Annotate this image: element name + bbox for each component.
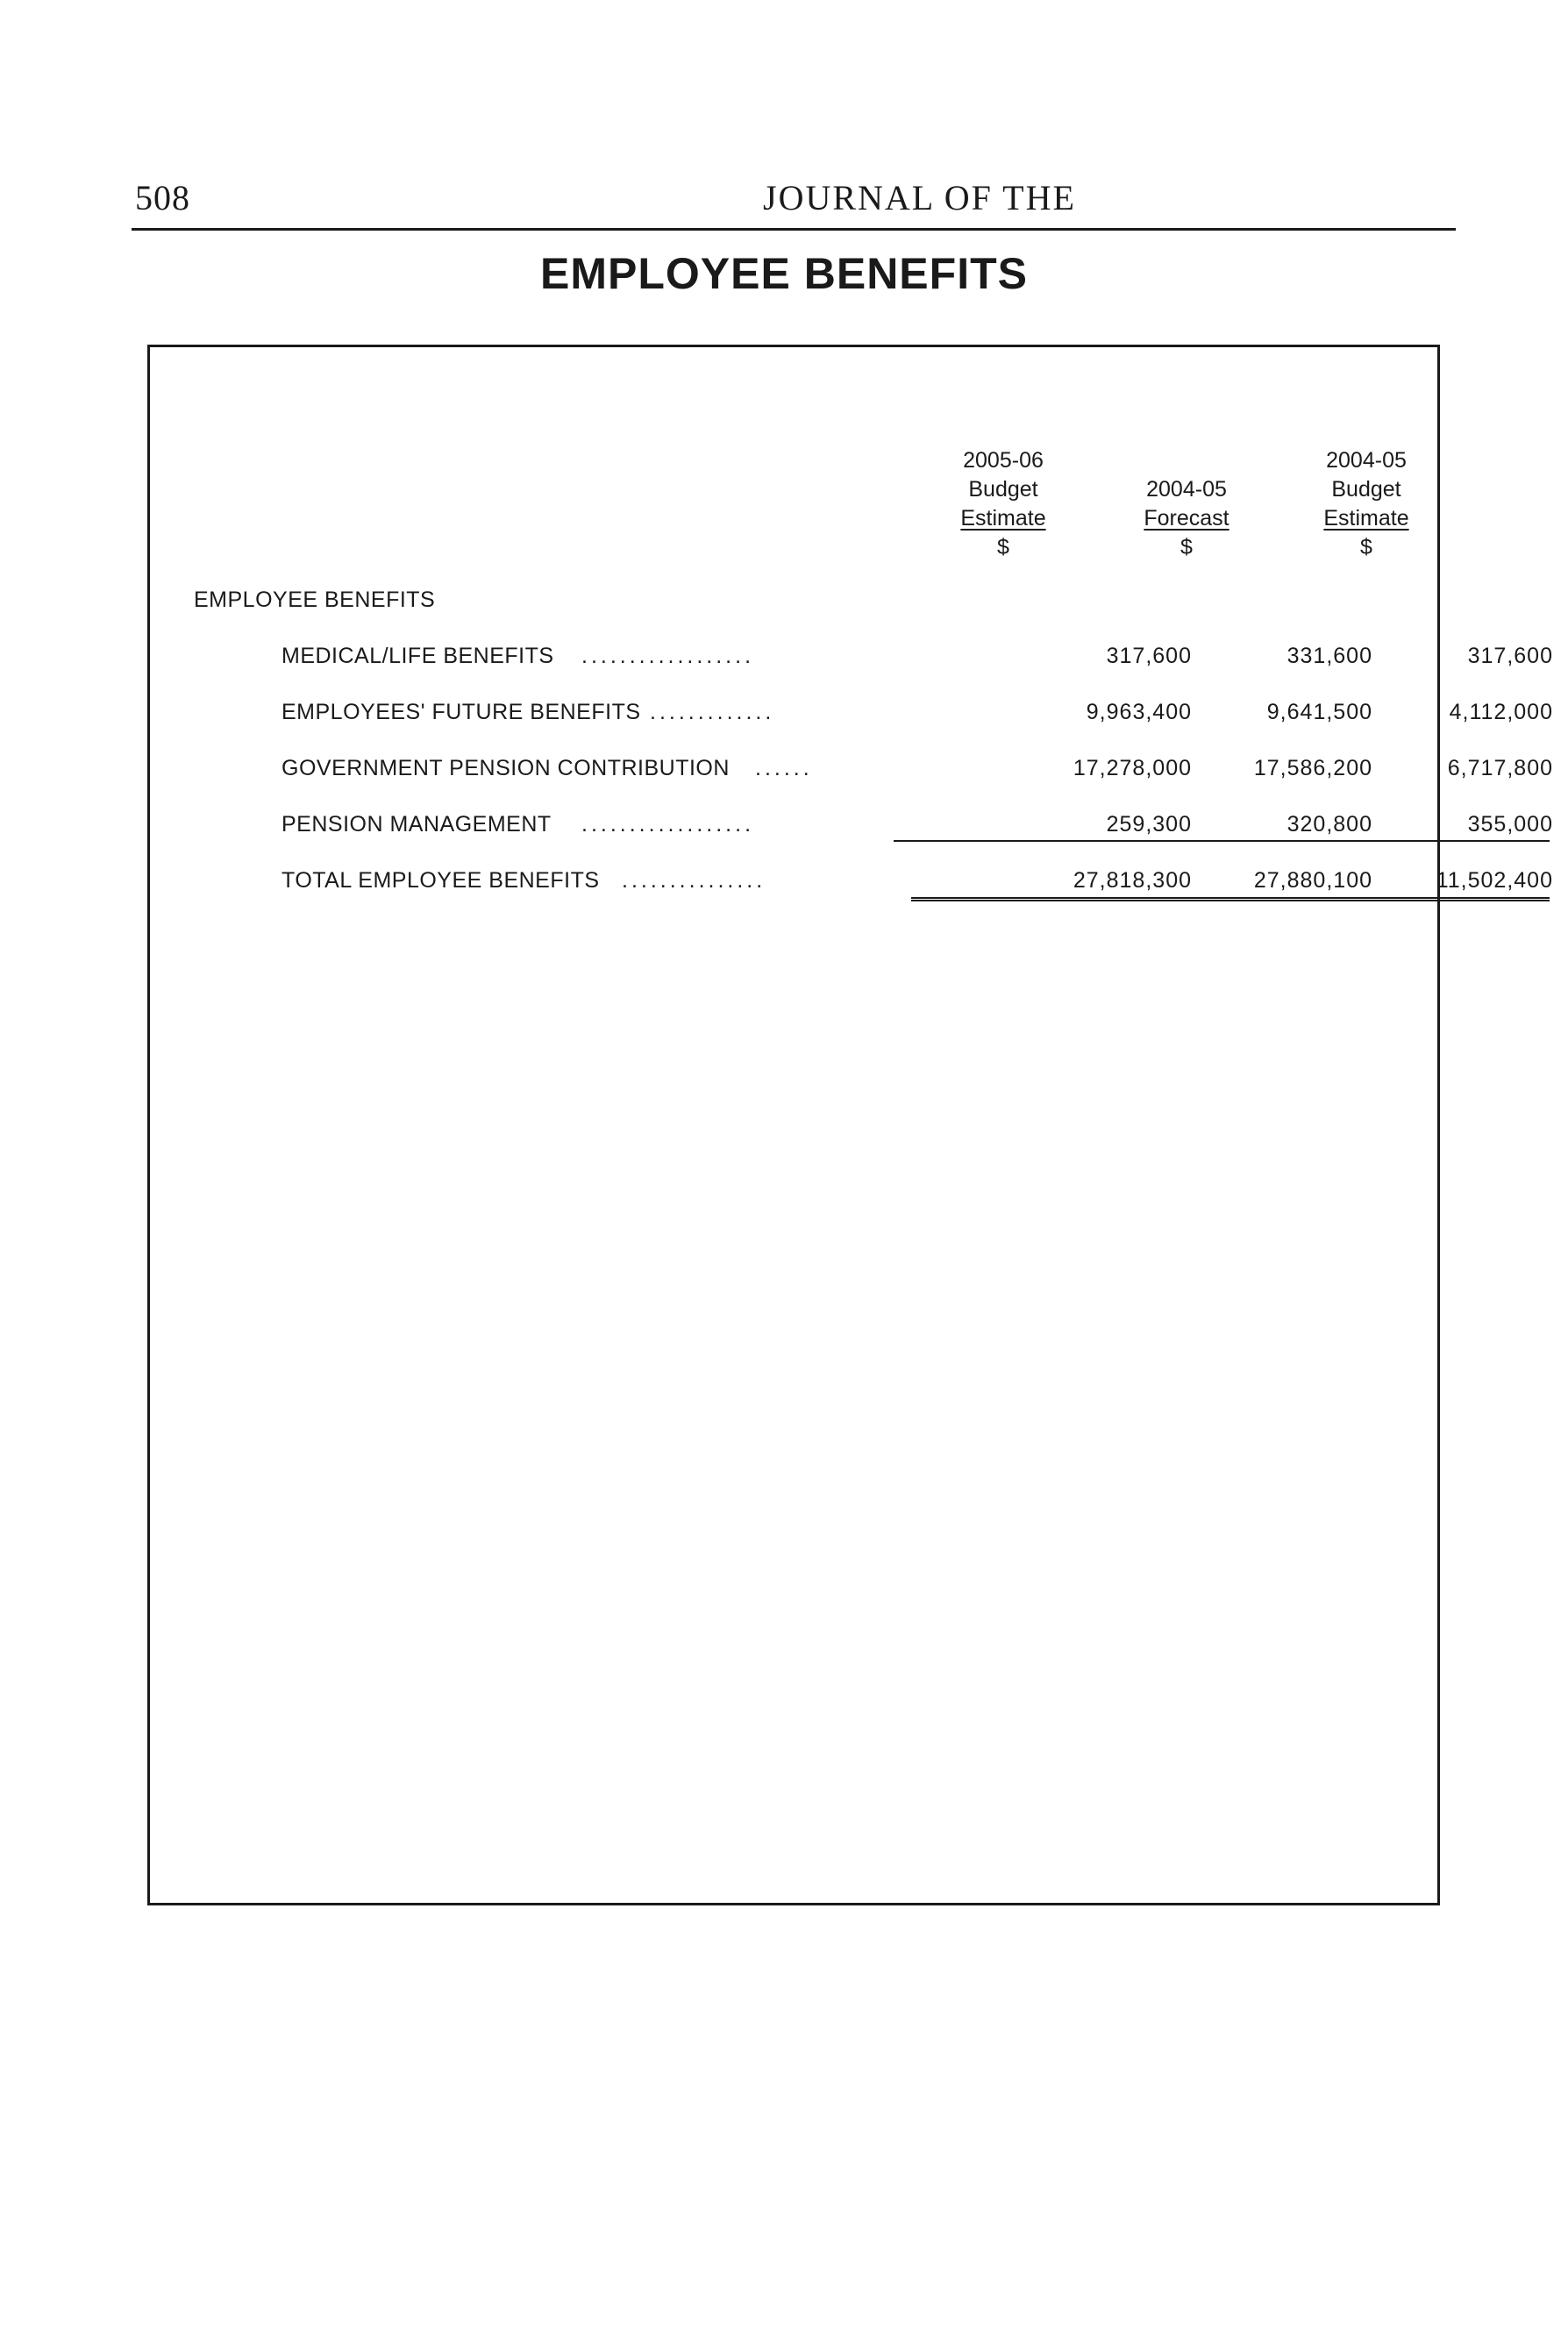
- leader-dots: ......: [755, 756, 813, 780]
- value-budget-2004-05: 6,717,800: [1447, 756, 1553, 780]
- table-row: [282, 756, 1553, 791]
- total-budget-2005-06: 27,818,300: [1073, 868, 1192, 893]
- row-label: MEDICAL/LIFE BENEFITS: [282, 644, 554, 668]
- column-year: 2005-06: [963, 448, 1044, 473]
- column-line2: Budget: [968, 477, 1038, 502]
- value-budget-2005-06: 9,963,400: [1086, 700, 1192, 724]
- row-label: GOVERNMENT PENSION CONTRIBUTION: [282, 756, 730, 780]
- value-forecast-2004-05: 17,586,200: [1253, 756, 1372, 780]
- leader-dots: .............: [650, 700, 775, 724]
- value-budget-2005-06: 317,600: [1106, 644, 1192, 668]
- column-year: 2004-05: [1326, 448, 1407, 473]
- value-forecast-2004-05: 9,641,500: [1266, 700, 1372, 724]
- row-label: EMPLOYEES' FUTURE BENEFITS: [282, 700, 641, 724]
- column-line3: Estimate: [960, 506, 1046, 531]
- column-line3: Estimate: [1323, 506, 1409, 531]
- table-row: [282, 812, 1553, 847]
- leader-dots: ...............: [622, 868, 766, 893]
- benefits-table: [147, 345, 1553, 1905]
- page-title: EMPLOYEE BENEFITS: [540, 249, 1028, 298]
- value-forecast-2004-05: 320,800: [1286, 812, 1372, 837]
- table-row: [282, 700, 1553, 735]
- page-number: 508: [135, 178, 190, 217]
- value-budget-2005-06: 259,300: [1106, 812, 1192, 837]
- leader-dots: ..................: [581, 812, 755, 837]
- column-line2: 2004-05: [1146, 477, 1227, 502]
- total-budget-2004-05: 11,502,400: [1436, 868, 1553, 893]
- table-row: [282, 644, 1553, 679]
- row-label: PENSION MANAGEMENT: [282, 812, 552, 837]
- value-forecast-2004-05: 331,600: [1286, 644, 1372, 668]
- subtotal-rule-col3: [1262, 840, 1550, 842]
- total-label: TOTAL EMPLOYEE BENEFITS: [282, 868, 600, 893]
- value-budget-2004-05: 317,600: [1467, 644, 1553, 668]
- column-unit: $: [1360, 535, 1372, 559]
- journal-title: JOURNAL OF THE: [763, 178, 1076, 217]
- column-header-budget-2004-05: [1252, 446, 1480, 562]
- value-budget-2004-05: 4,112,000: [1449, 700, 1553, 724]
- total-double-rule-col3: [1269, 897, 1550, 901]
- running-header: [132, 175, 1456, 231]
- section-label: EMPLOYEE BENEFITS: [194, 588, 436, 612]
- column-line2: Budget: [1331, 477, 1401, 502]
- value-budget-2004-05: 355,000: [1467, 812, 1553, 837]
- total-forecast-2004-05: 27,880,100: [1253, 868, 1372, 893]
- column-unit: $: [1180, 535, 1193, 559]
- value-budget-2005-06: 17,278,000: [1073, 756, 1192, 780]
- column-unit: $: [997, 535, 1009, 559]
- column-line3: Forecast: [1144, 506, 1229, 531]
- leader-dots: ..................: [581, 644, 755, 668]
